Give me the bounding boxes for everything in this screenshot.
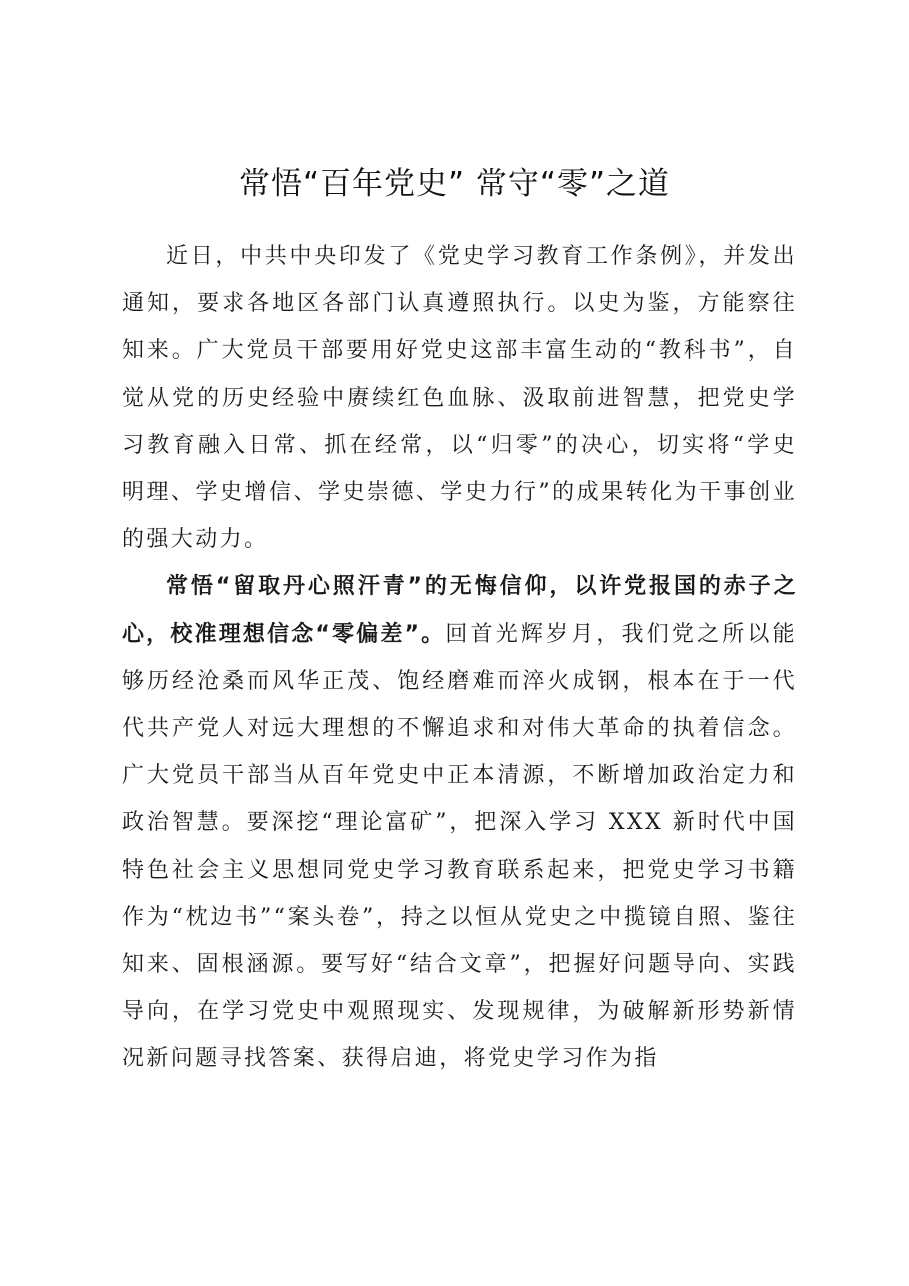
paragraph-2-text: 回首光辉岁月，我们党之所以能够历经沧桑而风华正茂、饱经磨难而淬火成钢，根本在于一代代共产党人对远大理想的不懈追求和对伟大革命的执着信念。广大党员干部当从百年党史中正本清源，不断增加政治定力和政治智慧。要深挖“理论富矿”，把深入学习 XXX 新时代中国特色社会主义思想同党史学习教育联系起来，把党史学习书籍作为“枕边书”“案头卷”，持之以恒从党史之中揽镜自照、鉴往知来、固根涵源。要写好“结合文章”，把握好问题导向、实践导向，在学习党史中观照现实、发现规律，为破解新形势新情况新问题寻找答案、获得启迪，将党史学习作为指 [122, 621, 797, 1072]
document-title: 常悟“百年党史” 常守“零”之道 [238, 166, 671, 202]
document-body [122, 233, 797, 1083]
paragraph-2-lead: 常悟“留取丹心照汗青”的无悔信仰，以许党报国的赤子之心，校准理想信念“零偏差”。 [122, 574, 797, 647]
paragraph-1 [122, 233, 797, 563]
paragraph-1-text: 近日，中共中央印发了《党史学习教育工作条例》，并发出通知，要求各地区各部门认真遵照执行。以史为鉴，方能察往知来。广大党员干部要用好党史这部丰富生动的“教科书”，自觉从党的历史经验中赓续红色血脉、汲取前进智慧，把党史学习教育融入日常、抓在经常，以“归零”的决心，切实将“学史明理、学史增信、学史崇德、学史力行”的成果转化为干事创业的强大动力。 [122, 244, 797, 553]
paragraph-2 [122, 563, 797, 1082]
